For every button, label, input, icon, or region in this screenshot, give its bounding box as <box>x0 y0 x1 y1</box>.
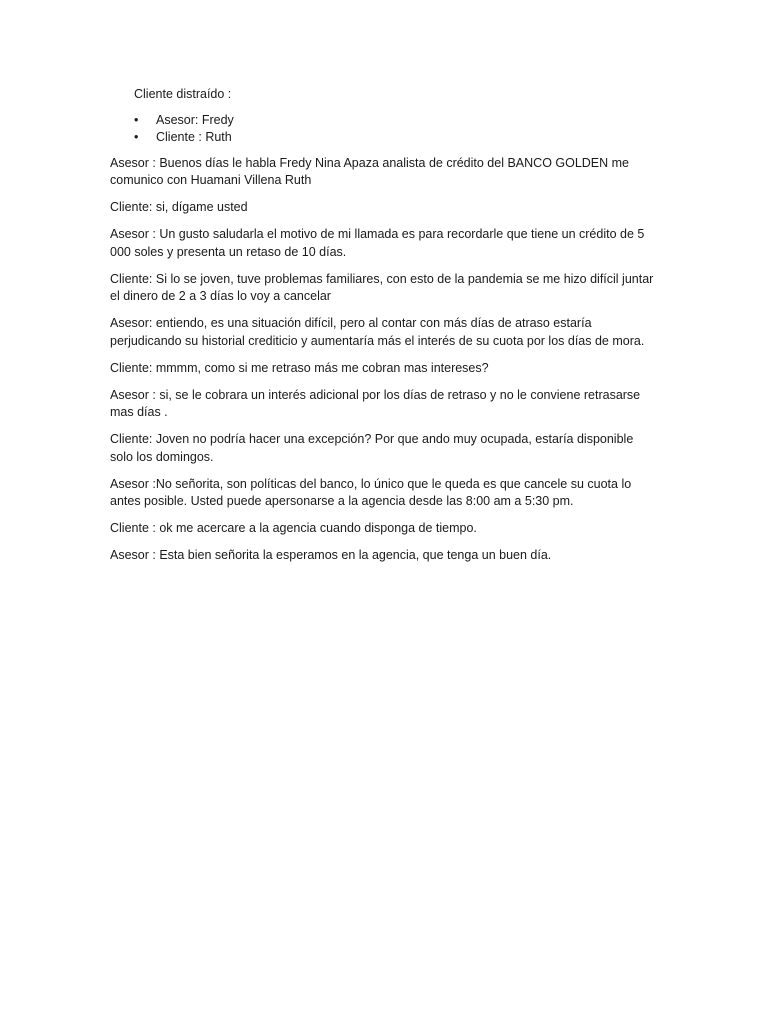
participants-list <box>110 112 658 147</box>
dialogue-paragraph: Asesor : si, se le cobrara un interés adicional por los días de retraso y no le conviene retrasarse mas días . <box>110 387 641 419</box>
bullet-icon: • <box>134 112 139 127</box>
participant-item <box>110 112 658 130</box>
dialogue-paragraph: Asesor : Esta bien señorita la esperamos en la agencia, que tenga un buen día. <box>110 548 552 562</box>
dialogue-paragraph: Cliente: mmmm, como si me retraso más me cobran mas intereses? <box>110 360 489 375</box>
dialogue-paragraph: Cliente: Joven no podría hacer una excepción? Por que ando muy ocupada, estaría disponible solo los domingos. <box>110 432 634 464</box>
dialogue-paragraph: Asesor : Un gusto saludarla el motivo de mi llamada es para recordarle que tiene un crédito de 5 000 soles y presenta un retaso de 10 días. <box>110 227 645 259</box>
bullet-icon: • <box>134 130 139 144</box>
dialogue-paragraph: Cliente: si, dígame usted <box>110 200 248 214</box>
participant-item <box>110 129 658 147</box>
participant-label: Cliente : Ruth <box>156 130 232 144</box>
document-body <box>110 86 658 574</box>
dialogue-paragraph: Asesor: entiendo, es una situación difícil, pero al contar con más días de atraso estaría perjudicando su historial crediticio y aumentaría más el interés de su cuota por los días de mora. <box>110 316 645 348</box>
dialogue-paragraph: Asesor : Buenos días le habla Fredy Nina Apaza analista de crédito del BANCO GOLDEN me comunico con Huamani Villena Ruth <box>110 155 630 187</box>
dialogue-paragraph: Asesor :No señorita, son políticas del banco, lo único que le queda es que cancele su cuota lo antes posible. Usted puede apersonarse a la agencia desde las 8:00 am a 5:30 pm. <box>110 476 632 508</box>
section-title: Cliente distraído : <box>134 87 232 101</box>
participant-label: Asesor: Fredy <box>156 112 234 127</box>
dialogue-paragraph: Cliente: Si lo se joven, tuve problemas familiares, con esto de la pandemia se me hizo difícil juntar el dinero de 2 a 3 días lo voy a cancelar <box>110 271 654 303</box>
dialogue-paragraph: Cliente : ok me acercare a la agencia cuando disponga de tiempo. <box>110 521 477 535</box>
